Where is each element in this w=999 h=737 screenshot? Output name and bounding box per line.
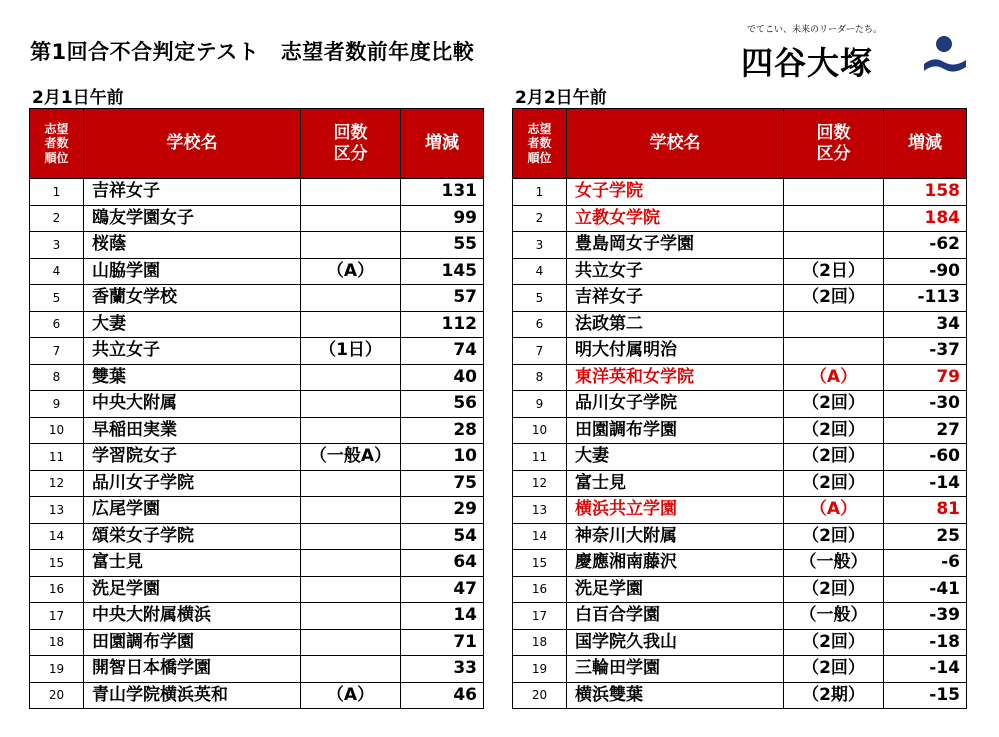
rank-cell: 18 — [30, 629, 84, 656]
rank-cell: 13 — [30, 497, 84, 524]
table-row — [30, 576, 484, 603]
rank-cell: 15 — [513, 550, 567, 577]
table-row — [30, 232, 484, 259]
school-name-cell: 横浜共立学園 — [567, 497, 784, 524]
table-row — [513, 444, 967, 471]
brand-mark-icon — [920, 34, 970, 78]
delta-cell: -30 — [884, 391, 967, 418]
delta-cell: 112 — [401, 311, 484, 338]
school-name-cell: 女子学院 — [567, 179, 784, 206]
table-body — [30, 179, 484, 709]
table-row — [30, 285, 484, 312]
kubun-cell: （A） — [784, 364, 884, 391]
school-name-cell: 吉祥女子 — [84, 179, 301, 206]
table-row — [513, 417, 967, 444]
kubun-cell: （2回） — [784, 285, 884, 312]
delta-cell: 55 — [401, 232, 484, 259]
kubun-cell — [301, 311, 401, 338]
school-name-cell: 白百合学園 — [567, 603, 784, 630]
delta-cell: 75 — [401, 470, 484, 497]
delta-cell: 10 — [401, 444, 484, 471]
rank-cell: 8 — [30, 364, 84, 391]
rank-cell: 1 — [513, 179, 567, 206]
table-row — [513, 258, 967, 285]
brand-logo — [735, 20, 975, 80]
rank-cell: 13 — [513, 497, 567, 524]
school-name-cell: 香蘭女学校 — [84, 285, 301, 312]
school-name-cell: 富士見 — [567, 470, 784, 497]
delta-cell: 158 — [884, 179, 967, 206]
kubun-cell — [784, 179, 884, 206]
rank-cell: 2 — [30, 205, 84, 232]
table-row — [513, 497, 967, 524]
delta-cell: 46 — [401, 682, 484, 709]
kubun-cell: （一般A） — [301, 444, 401, 471]
header-delta: 増減 — [884, 109, 967, 179]
header-kubun: 回数 区分 — [301, 109, 401, 179]
table-row — [513, 285, 967, 312]
rank-cell: 9 — [30, 391, 84, 418]
delta-cell: -14 — [884, 470, 967, 497]
delta-cell: 47 — [401, 576, 484, 603]
rank-cell: 12 — [30, 470, 84, 497]
delta-cell: -62 — [884, 232, 967, 259]
table-header — [513, 109, 967, 179]
rank-cell: 16 — [30, 576, 84, 603]
delta-cell: 81 — [884, 497, 967, 524]
kubun-cell: （A） — [301, 258, 401, 285]
kubun-cell: （一般） — [784, 550, 884, 577]
school-name-cell: 青山学院横浜英和 — [84, 682, 301, 709]
table-row — [513, 311, 967, 338]
delta-cell: 29 — [401, 497, 484, 524]
table-row — [30, 497, 484, 524]
table-row — [30, 258, 484, 285]
school-name-cell: 中央大附属 — [84, 391, 301, 418]
delta-cell: -14 — [884, 656, 967, 683]
kubun-cell: （2回） — [784, 444, 884, 471]
school-name-cell: 山脇学園 — [84, 258, 301, 285]
rank-cell: 16 — [513, 576, 567, 603]
delta-cell: -90 — [884, 258, 967, 285]
table-row — [513, 470, 967, 497]
kubun-cell: （2回） — [784, 576, 884, 603]
kubun-cell: （2回） — [784, 523, 884, 550]
table-row — [30, 311, 484, 338]
table-row — [513, 338, 967, 365]
table-feb1 — [29, 108, 484, 709]
kubun-cell — [301, 205, 401, 232]
school-name-cell: 慶應湘南藤沢 — [567, 550, 784, 577]
school-name-cell: 田園調布学園 — [84, 629, 301, 656]
rank-cell: 18 — [513, 629, 567, 656]
table-row — [30, 629, 484, 656]
kubun-cell — [301, 179, 401, 206]
delta-cell: -18 — [884, 629, 967, 656]
school-name-cell: 広尾学園 — [84, 497, 301, 524]
kubun-cell — [301, 656, 401, 683]
school-name-cell: 吉祥女子 — [567, 285, 784, 312]
school-name-cell: 早稲田実業 — [84, 417, 301, 444]
table-row — [513, 364, 967, 391]
kubun-cell: （A） — [784, 497, 884, 524]
rank-cell: 17 — [30, 603, 84, 630]
delta-cell: -60 — [884, 444, 967, 471]
rank-cell: 8 — [513, 364, 567, 391]
rank-cell: 17 — [513, 603, 567, 630]
rank-cell: 15 — [30, 550, 84, 577]
table-row — [30, 205, 484, 232]
table-row — [513, 656, 967, 683]
school-name-cell: 東洋英和女学院 — [567, 364, 784, 391]
table-row — [30, 523, 484, 550]
kubun-cell — [301, 391, 401, 418]
table-body — [513, 179, 967, 709]
school-name-cell: 横浜雙葉 — [567, 682, 784, 709]
rank-cell: 20 — [30, 682, 84, 709]
kubun-cell — [784, 311, 884, 338]
rank-cell: 9 — [513, 391, 567, 418]
school-name-cell: 大妻 — [567, 444, 784, 471]
rank-cell: 20 — [513, 682, 567, 709]
school-name-cell: 明大付属明治 — [567, 338, 784, 365]
school-name-cell: 鴎友学園女子 — [84, 205, 301, 232]
table-row — [30, 417, 484, 444]
delta-cell: -39 — [884, 603, 967, 630]
kubun-cell: （A） — [301, 682, 401, 709]
school-name-cell: 国学院久我山 — [567, 629, 784, 656]
rank-cell: 19 — [513, 656, 567, 683]
school-name-cell: 大妻 — [84, 311, 301, 338]
school-name-cell: 中央大附属横浜 — [84, 603, 301, 630]
page-title: 第1回合不合判定テスト 志望者数前年度比較 — [30, 40, 475, 64]
section-label-feb1: 2月1日午前 — [32, 88, 124, 108]
table-row — [513, 523, 967, 550]
delta-cell: 33 — [401, 656, 484, 683]
rank-cell: 11 — [513, 444, 567, 471]
delta-cell: 184 — [884, 205, 967, 232]
delta-cell: 34 — [884, 311, 967, 338]
school-name-cell: 共立女子 — [84, 338, 301, 365]
rank-cell: 14 — [30, 523, 84, 550]
kubun-cell — [301, 470, 401, 497]
table-row — [30, 656, 484, 683]
kubun-cell — [301, 629, 401, 656]
school-name-cell: 学習院女子 — [84, 444, 301, 471]
table-row — [30, 338, 484, 365]
delta-cell: 40 — [401, 364, 484, 391]
table-row — [513, 205, 967, 232]
rank-cell: 14 — [513, 523, 567, 550]
header-school: 学校名 — [84, 109, 301, 179]
kubun-cell: （2期） — [784, 682, 884, 709]
rank-cell: 6 — [30, 311, 84, 338]
table-row — [30, 179, 484, 206]
table-row — [513, 232, 967, 259]
delta-cell: 25 — [884, 523, 967, 550]
rank-cell: 3 — [513, 232, 567, 259]
kubun-cell — [301, 232, 401, 259]
delta-cell: 74 — [401, 338, 484, 365]
kubun-cell — [301, 576, 401, 603]
delta-cell: 54 — [401, 523, 484, 550]
kubun-cell — [301, 550, 401, 577]
kubun-cell — [784, 205, 884, 232]
school-name-cell: 頌栄女子学院 — [84, 523, 301, 550]
rank-cell: 12 — [513, 470, 567, 497]
table-row — [513, 629, 967, 656]
table-row — [30, 550, 484, 577]
school-name-cell: 品川女子学院 — [84, 470, 301, 497]
header-delta: 増減 — [401, 109, 484, 179]
school-name-cell: 富士見 — [84, 550, 301, 577]
delta-cell: 27 — [884, 417, 967, 444]
rank-cell: 7 — [513, 338, 567, 365]
kubun-cell — [301, 497, 401, 524]
rank-cell: 5 — [30, 285, 84, 312]
kubun-cell: （2回） — [784, 656, 884, 683]
delta-cell: -6 — [884, 550, 967, 577]
kubun-cell — [301, 523, 401, 550]
kubun-cell — [784, 338, 884, 365]
school-name-cell: 開智日本橋学園 — [84, 656, 301, 683]
rank-cell: 3 — [30, 232, 84, 259]
kubun-cell — [301, 603, 401, 630]
rank-cell: 2 — [513, 205, 567, 232]
school-name-cell: 神奈川大附属 — [567, 523, 784, 550]
delta-cell: 28 — [401, 417, 484, 444]
school-name-cell: 立教女学院 — [567, 205, 784, 232]
table-row — [30, 470, 484, 497]
school-name-cell: 洗足学園 — [84, 576, 301, 603]
rank-cell: 6 — [513, 311, 567, 338]
delta-cell: 145 — [401, 258, 484, 285]
brand-slogan: でてこい、未来のリーダーたち。 — [747, 25, 883, 35]
school-name-cell: 法政第二 — [567, 311, 784, 338]
rank-cell: 10 — [30, 417, 84, 444]
rank-cell: 4 — [513, 258, 567, 285]
kubun-cell: （一般） — [784, 603, 884, 630]
delta-cell: 131 — [401, 179, 484, 206]
school-name-cell: 品川女子学院 — [567, 391, 784, 418]
brand-name: 四谷大塚 — [741, 44, 874, 82]
school-name-cell: 桜蔭 — [84, 232, 301, 259]
header-rank: 志望 者数 順位 — [513, 109, 567, 179]
delta-cell: 64 — [401, 550, 484, 577]
kubun-cell — [301, 285, 401, 312]
table-row — [513, 576, 967, 603]
rank-cell: 7 — [30, 338, 84, 365]
delta-cell: -113 — [884, 285, 967, 312]
table-row — [513, 179, 967, 206]
kubun-cell: （1日） — [301, 338, 401, 365]
header-school: 学校名 — [567, 109, 784, 179]
delta-cell: 57 — [401, 285, 484, 312]
table-feb2 — [512, 108, 967, 709]
table-row — [30, 444, 484, 471]
table-row — [513, 550, 967, 577]
rank-cell: 1 — [30, 179, 84, 206]
delta-cell: -41 — [884, 576, 967, 603]
kubun-cell: （2回） — [784, 470, 884, 497]
delta-cell: 79 — [884, 364, 967, 391]
header-kubun: 回数 区分 — [784, 109, 884, 179]
delta-cell: 99 — [401, 205, 484, 232]
section-label-feb2: 2月2日午前 — [515, 88, 607, 108]
kubun-cell: （2回） — [784, 629, 884, 656]
delta-cell: -37 — [884, 338, 967, 365]
delta-cell: 14 — [401, 603, 484, 630]
school-name-cell: 豊島岡女子学園 — [567, 232, 784, 259]
table-header — [30, 109, 484, 179]
school-name-cell: 三輪田学園 — [567, 656, 784, 683]
kubun-cell: （2日） — [784, 258, 884, 285]
table-row — [30, 364, 484, 391]
table-row — [513, 391, 967, 418]
rank-cell: 5 — [513, 285, 567, 312]
kubun-cell — [784, 232, 884, 259]
header-rank: 志望 者数 順位 — [30, 109, 84, 179]
table-row — [30, 391, 484, 418]
school-name-cell: 雙葉 — [84, 364, 301, 391]
table-row — [30, 682, 484, 709]
delta-cell: 71 — [401, 629, 484, 656]
rank-cell: 10 — [513, 417, 567, 444]
delta-cell: -15 — [884, 682, 967, 709]
delta-cell: 56 — [401, 391, 484, 418]
kubun-cell: （2回） — [784, 391, 884, 418]
kubun-cell: （2回） — [784, 417, 884, 444]
kubun-cell — [301, 417, 401, 444]
table-row — [513, 603, 967, 630]
rank-cell: 4 — [30, 258, 84, 285]
rank-cell: 11 — [30, 444, 84, 471]
table-row — [513, 682, 967, 709]
table-row — [30, 603, 484, 630]
rank-cell: 19 — [30, 656, 84, 683]
kubun-cell — [301, 364, 401, 391]
school-name-cell: 共立女子 — [567, 258, 784, 285]
school-name-cell: 田園調布学園 — [567, 417, 784, 444]
school-name-cell: 洗足学園 — [567, 576, 784, 603]
